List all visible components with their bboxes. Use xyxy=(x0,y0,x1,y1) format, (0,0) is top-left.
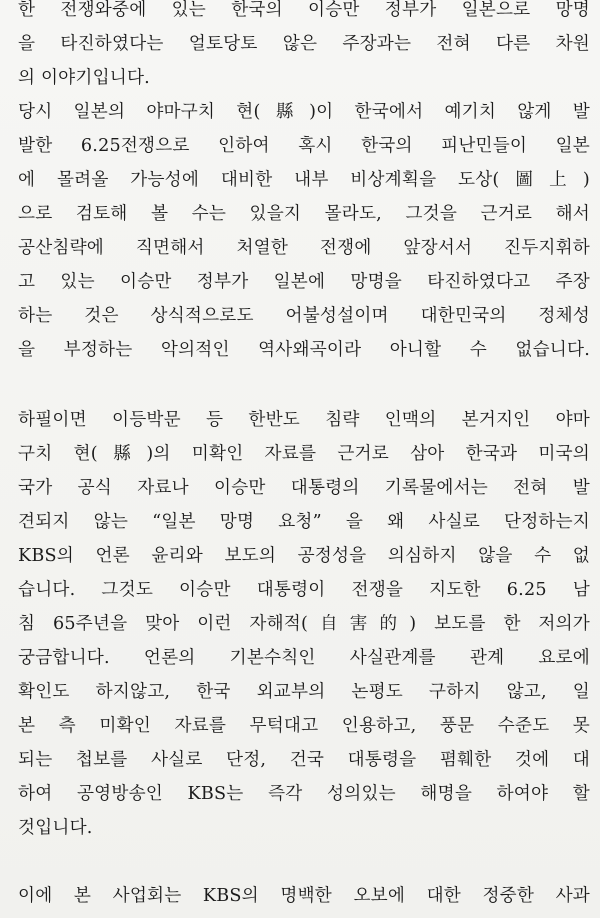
paragraph-2-line-3: 에 몰려올 가능성에 대비한 내부 비상계획을 도상(圖上) xyxy=(18,170,590,190)
paragraph-3-line-2: 구치 현(縣)의 미확인 자료를 근거로 삼아 한국과 미국의 xyxy=(18,444,590,464)
paragraph-2-line-1: 당시 일본의 야마구치 현(縣)이 한국에서 예기치 않게 발 xyxy=(18,102,590,122)
paragraph-3-line-7: 침 65주년을 맞아 이런 자해적(自害的) 보도를 한 저의가 xyxy=(18,614,590,634)
paragraph-3-line-11: 되는 첩보를 사실로 단정, 건국 대통령을 폄훼한 것에 대 xyxy=(18,750,590,770)
paragraph-3-line-5: KBS의 언론 윤리와 보도의 공정성을 의심하지 않을 수 없 xyxy=(18,546,590,566)
paragraph-2-line-8: 을 부정하는 악의적인 역사왜곡이라 아니할 수 없습니다. xyxy=(18,340,590,360)
paragraph-3-line-4: 견되지 않는 “일본 망명 요청” 을 왜 사실로 단정하는지 xyxy=(18,512,590,532)
paragraph-2-line-5: 공산침략에 직면해서 처열한 전쟁에 앞장서서 진두지휘하 xyxy=(18,238,590,258)
paragraph-3-line-1: 하필이면 이등박문 등 한반도 침략 인맥의 본거지인 야마 xyxy=(18,410,590,430)
paragraph-3-line-8: 궁금합니다. 언론의 기본수칙인 사실관계를 관계 요로에 xyxy=(18,648,590,668)
paragraph-3-line-6: 습니다. 그것도 이승만 대통령이 전쟁을 지도한 6.25 남 xyxy=(18,580,590,600)
paragraph-3-line-9: 확인도 하지않고, 한국 외교부의 논평도 구하지 않고, 일 xyxy=(18,682,590,702)
paragraph-2-line-7: 하는 것은 상식적으로도 어불성설이며 대한민국의 정체성 xyxy=(18,306,590,326)
paragraph-4-line-1: 이에 본 사업회는 KBS의 명백한 오보에 대한 정중한 사과 xyxy=(18,886,590,906)
paragraph-1-line-3: 의 이야기입니다. xyxy=(18,68,150,88)
paragraph-3-line-13: 것입니다. xyxy=(18,818,93,838)
paragraph-3-line-10: 본 측 미확인 자료를 무턱대고 인용하고, 풍문 수준도 못 xyxy=(18,716,590,736)
paragraph-3-line-12: 하여 공영방송인 KBS는 즉각 성의있는 해명을 하여야 할 xyxy=(18,784,590,804)
paragraph-2-line-6: 고 있는 이승만 정부가 일본에 망명을 타진하였다고 주장 xyxy=(18,272,590,292)
paragraph-1-line-1: 한 전쟁와중에 있는 한국의 이승만 정부가 일본으로 망명 xyxy=(18,0,590,20)
paragraph-2-line-4: 으로 검토해 볼 수는 있을지 몰라도, 그것을 근거로 해서 xyxy=(18,204,590,224)
paragraph-1-line-2: 을 타진하였다는 얼토당토 않은 주장과는 전혀 다른 차원 xyxy=(18,34,590,54)
paragraph-3-line-3: 국가 공식 자료나 이승만 대통령의 기록물에서는 전혀 발 xyxy=(18,478,590,498)
paragraph-2-line-2: 발한 6.25전쟁으로 인하여 혹시 한국의 피난민들이 일본 xyxy=(18,136,590,156)
